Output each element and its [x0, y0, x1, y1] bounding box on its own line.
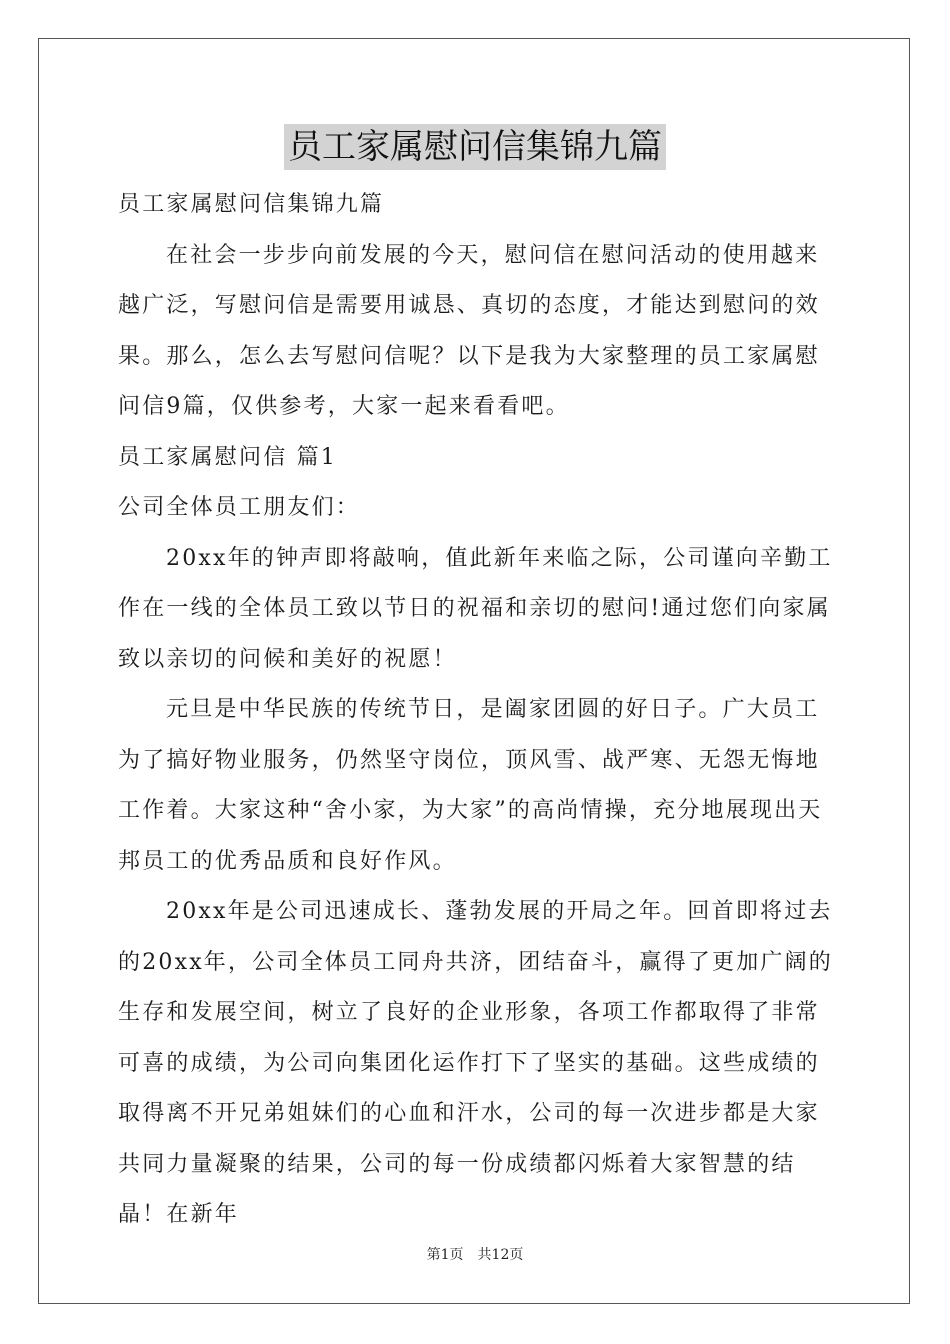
body-paragraph-2: 元旦是中华民族的传统节日，是阖家团圆的好日子。广大员工为了搞好物业服务，仍然坚守岗位，顶风雪、战严寒、无怨无悔地工作着。大家这种“舍小家，为大家”的高尚情操，充分地展现出天邦员工的优秀品质和良好作风。: [118, 697, 823, 874]
body-paragraph-3: 20xx年是公司迅速成长、蓬勃发展的开局之年。回首即将过去的20xx年，公司全体员工同舟共济，团结奋斗，赢得了更加广阔的生存和发展空间，树立了良好的企业形象，各项工作都取得了非常可喜的成绩，为公司向集团化运作打下了坚实的基础。这些成绩的取得离不开兄弟姐妹们的心血和汗水，公司的每一次进步都是大家共同力量凝聚的结果，公司的每一份成绩都闪烁着大家智慧的结晶！在新年: [118, 899, 834, 1227]
page-number: 第1页 共12页: [426, 1247, 524, 1263]
page-footer: [0, 1244, 950, 1264]
intro-paragraph: 在社会一步步向前发展的今天，慰问信在慰问活动的使用越来越广泛，写慰问信是需要用诚恳、真切的态度，才能达到慰问的效果。那么，怎么去写慰问信呢？以下是我为大家整理的员工家属慰问信9篇，仅供参考，大家一起来看看吧。: [118, 242, 820, 419]
salutation: 公司全体员工朋友们：: [118, 495, 361, 520]
document-body: [118, 180, 834, 1241]
document-title: 员工家属慰问信集锦九篇: [284, 124, 666, 170]
title-block: [0, 124, 950, 170]
body-paragraph-1: 20xx年的钟声即将敲响，值此新年来临之际，公司谨向辛勤工作在一线的全体员工致以节日的祝福和亲切的慰问!通过您们向家属致以亲切的问候和美好的祝愿！: [118, 545, 833, 672]
section-heading: 员工家属慰问信 篇1: [118, 444, 337, 470]
document-subtitle: 员工家属慰问信集锦九篇: [118, 192, 385, 217]
